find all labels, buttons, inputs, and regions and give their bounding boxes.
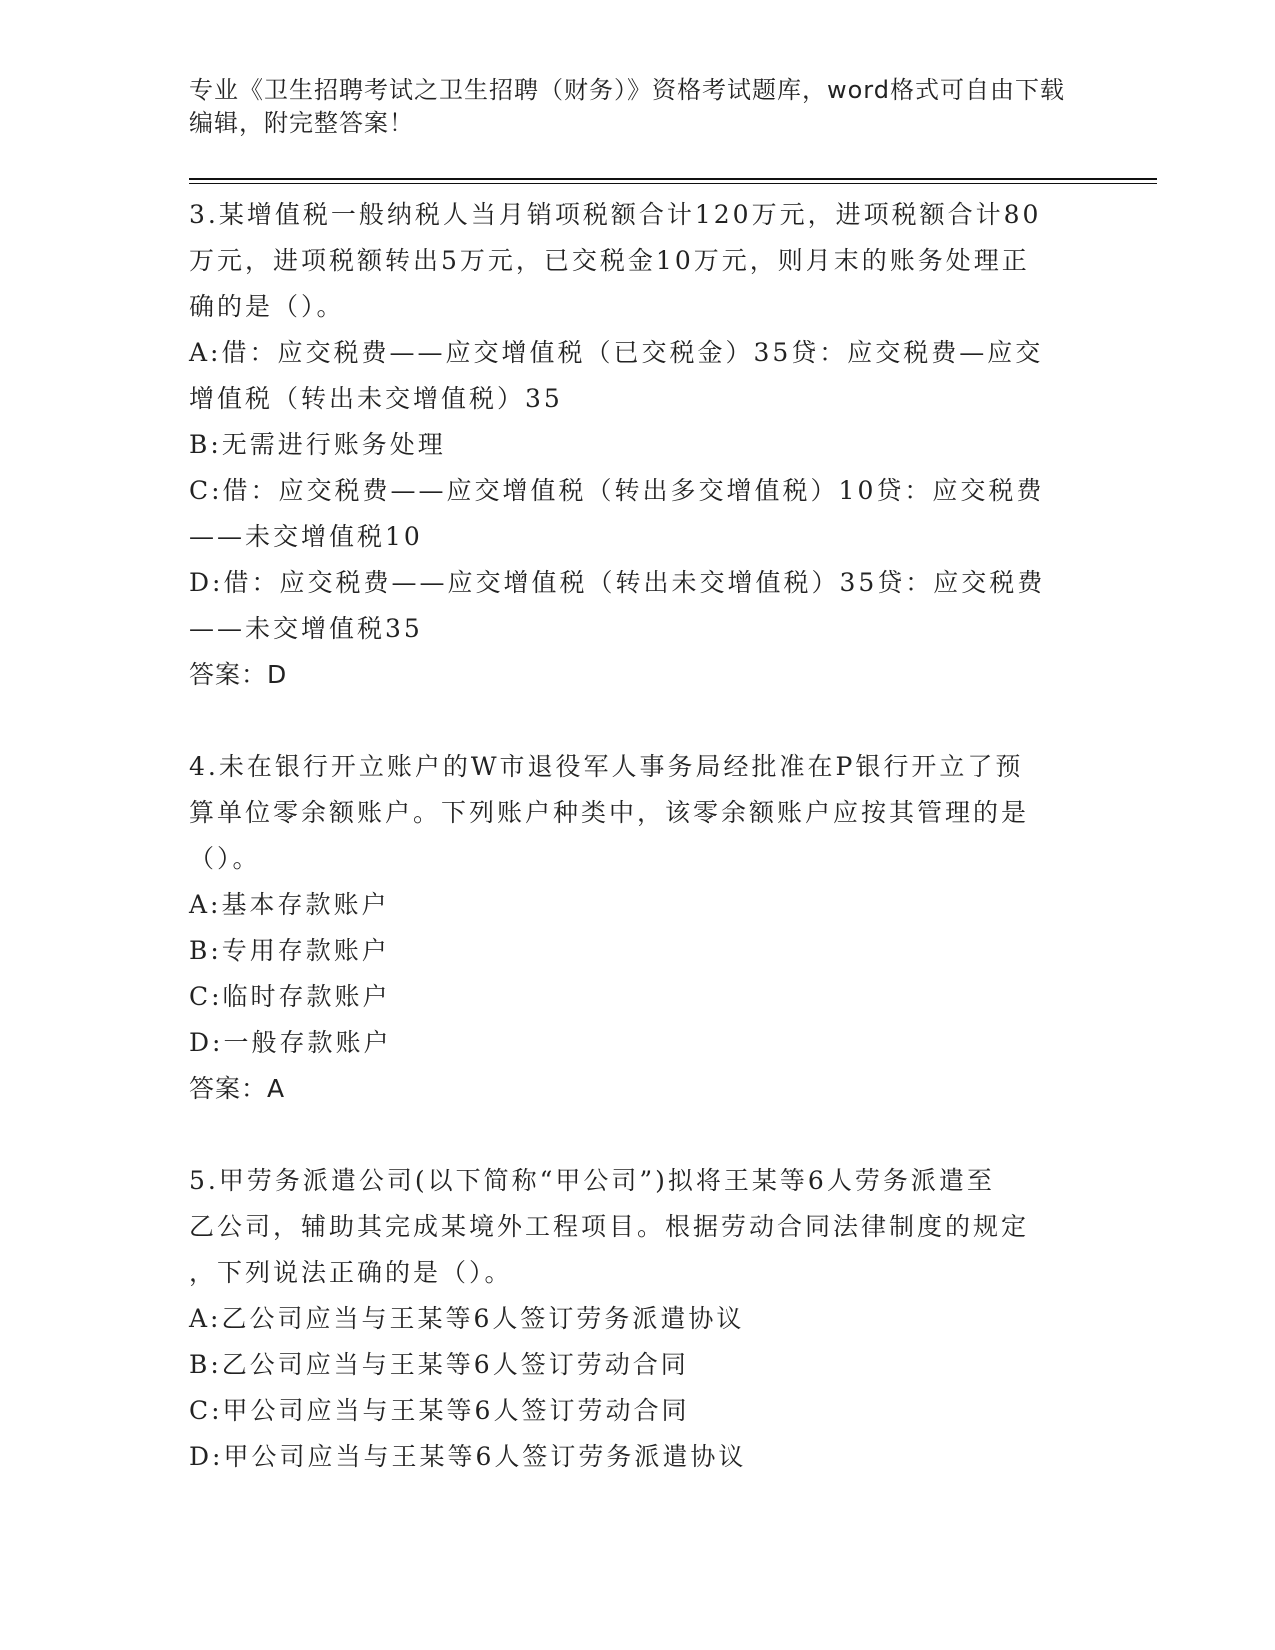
option-c: C:临时存款账户 (189, 982, 391, 1011)
page-header (189, 74, 1089, 140)
question-spacer (189, 1112, 1089, 1158)
header-line-2: 编辑，附完整答案！ (189, 109, 414, 137)
question-4 (189, 744, 1089, 1112)
option-c: C:借：应交税费——应交增值税（转出多交增值税）10贷：应交税费 (189, 476, 1045, 505)
question-text-line: 算单位零余额账户。下列账户种类中，该零余额账户应按其管理的是 (189, 798, 1030, 827)
option-a: A:基本存款账户 (189, 890, 390, 919)
option-d: D:借：应交税费——应交增值税（转出未交增值税）35贷：应交税费 (189, 568, 1046, 597)
option-b: B:专用存款账户 (189, 936, 390, 965)
question-5 (189, 1158, 1089, 1480)
question-text-line: 万元，进项税额转出5万元，已交税金10万元，则月末的账务处理正 (189, 246, 1030, 275)
header-divider-thick (189, 178, 1157, 180)
option-a: A:乙公司应当与王某等6人签订劳务派遣协议 (189, 1304, 745, 1333)
option-b: B:无需进行账务处理 (189, 430, 446, 459)
option-a-continued: 增值税（转出未交增值税）35 (189, 384, 563, 413)
question-text-line: 乙公司，辅助其完成某境外工程项目。根据劳动合同法律制度的规定 (189, 1212, 1030, 1241)
answer-label: 答案：A (189, 1074, 286, 1103)
question-text-line: 4.未在银行开立账户的W市退役军人事务局经批准在P银行开立了预 (189, 752, 1024, 781)
option-c-continued: ——未交增值税10 (189, 522, 423, 551)
question-3 (189, 192, 1089, 698)
header-line-1: 专业《卫生招聘考试之卫生招聘（财务）》资格考试题库，word格式可自由下载 (189, 76, 1065, 104)
answer-label: 答案：D (189, 660, 288, 689)
question-spacer (189, 698, 1089, 744)
option-c: C:甲公司应当与王某等6人签订劳动合同 (189, 1396, 690, 1425)
question-text-line: （）。 (189, 844, 261, 873)
question-list (189, 192, 1089, 1480)
option-a: A:借：应交税费——应交增值税（已交税金）35贷：应交税费—应交 (189, 338, 1044, 367)
option-d: D:甲公司应当与王某等6人签订劳务派遣协议 (189, 1442, 747, 1471)
question-text-line: ，下列说法正确的是（）。 (189, 1258, 513, 1287)
option-d-continued: ——未交增值税35 (189, 614, 423, 643)
question-text-line: 5.甲劳务派遣公司(以下简称“甲公司”)拟将王某等6人劳务派遣至 (189, 1166, 995, 1195)
option-b: B:乙公司应当与王某等6人签订劳动合同 (189, 1350, 689, 1379)
header-divider-thin (189, 183, 1157, 184)
option-d: D:一般存款账户 (189, 1028, 392, 1057)
question-text-line: 确的是（）。 (189, 292, 345, 321)
question-text-line: 3.某增值税一般纳税人当月销项税额合计120万元，进项税额合计80 (189, 200, 1042, 229)
